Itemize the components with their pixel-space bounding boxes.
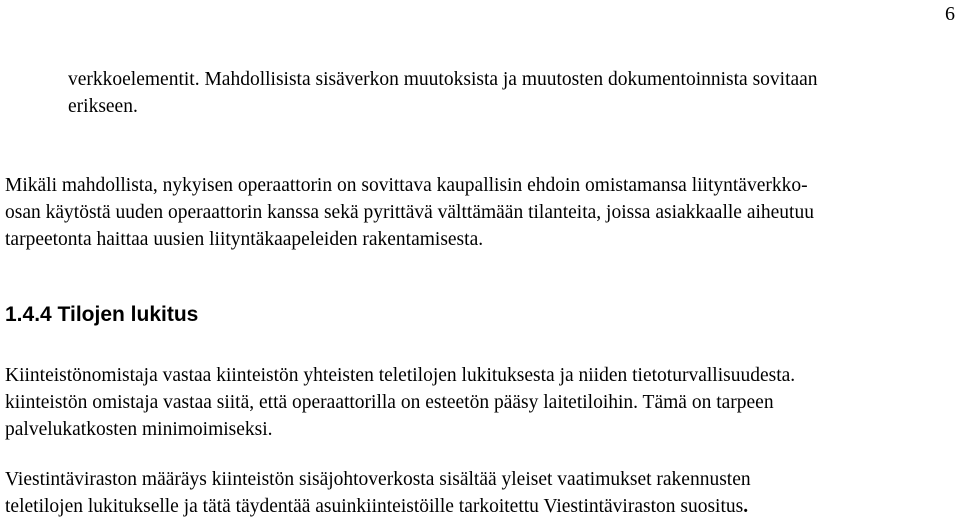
paragraph-regulation [5, 466, 955, 520]
text-line: verkkoelementit. Mahdollisista sisäverkon muutoksista ja muutosten dokumentoinnista sovitaan [68, 69, 818, 90]
bold-period: . [743, 496, 749, 517]
text-line: Viestintäviraston määräys kiinteistön sisäjohtoverkosta sisältää yleiset vaatimukset rakennusten [5, 469, 751, 490]
text-line: Mikäli mahdollista, nykyisen operaattorin on sovittava kaupallisin ehdoin omistamansa liityntäverkko- [5, 175, 808, 196]
paragraph-operator [5, 172, 955, 253]
text-line: tarpeetonta haittaa uusien liityntäkaapeleiden rakentamisesta. [5, 229, 484, 250]
paragraph-network-elements [5, 66, 955, 120]
text-line [5, 493, 955, 520]
section-heading: 1.4.4 Tilojen lukitus [5, 303, 199, 326]
text-line: erikseen. [68, 96, 138, 117]
text-line: kiinteistön omistaja vastaa siitä, että operaattorilla on esteetön pääsy laitetiloihin. Tämä on tarpeen [5, 392, 774, 413]
text-line-content: teletilojen lukitukselle ja tätä täydentää asuinkiinteistöille tarkoitettu Viestintäviraston suositus [5, 496, 744, 517]
paragraph-locking-responsibility [5, 362, 955, 443]
text-line: palvelukatkosten minimoimiseksi. [5, 419, 273, 440]
page-number: 6 [945, 3, 955, 25]
text-line: Kiinteistönomistaja vastaa kiinteistön yhteisten teletilojen lukituksesta ja niiden tietoturvallisuudesta. [5, 365, 796, 386]
text-line: osan käytöstä uuden operaattorin kanssa sekä pyrittävä välttämään tilanteita, joissa asiakkaalle aiheutuu [5, 202, 814, 223]
